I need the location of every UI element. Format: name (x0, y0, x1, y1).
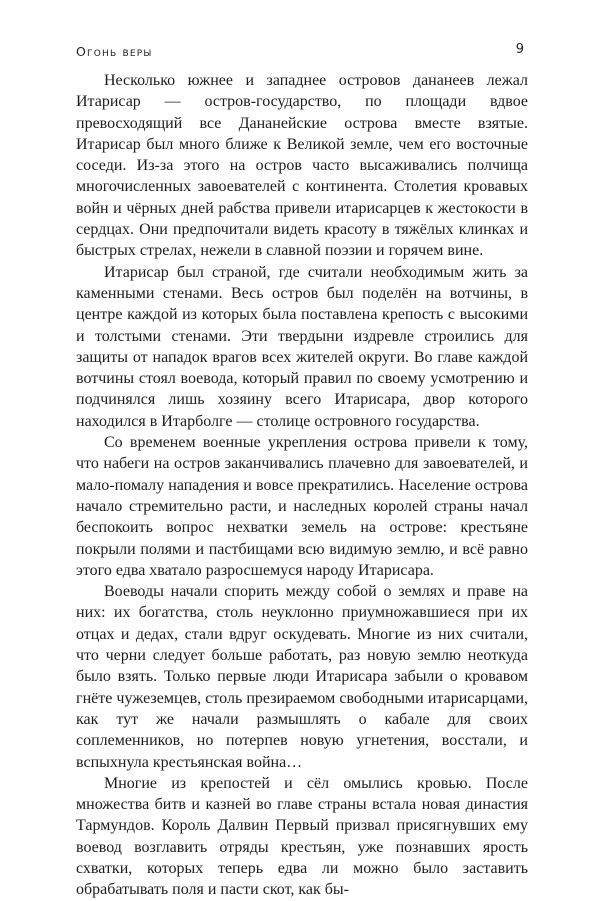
body-text (76, 70, 528, 901)
page-number: 9 (515, 42, 524, 57)
running-head-title: Огонь веры (76, 44, 153, 59)
paragraph-3: Со временем военные укрепления острова привели к тому, что набеги на остров заканчивались плачевно для завоевателей, и мало-помалу нападения и вовсе прекратились. Население острова начало стремительно расти, и наследных королей страны начал беспокоить вопрос нехватки земель на острове: крестьяне покрыли полями и пастбищами всю видимую землю, и всё равно этого едва хватало разросшемуся народу Итарисара. (76, 434, 528, 579)
paragraph-2: Итарисар был страной, где считали необходимым жить за каменными стенами. Весь остров был поделён на вотчины, в центре каждой из которых была поставлена крепость с высокими и толстыми стенами. Эти твердыни издревле строились для защиты от нападок врагов всех жителей округи. Во главе каждой вотчины стоял воевода, который правил по своему усмотрению и подчинялся лишь хозяину всего Итарисара, двор которого находился в Итарболге — столице островного государства. (76, 263, 528, 430)
paragraph-5: Многие из крепостей и сёл омылись кровью. После множества битв и казней во главе страны встала новая династия Тармундов. Король Далвин Первый призвал присягнувших ему воевод возглавить отряды крестьян, уже познавших ярость схватки, которых теперь едва ли можно было заставить обрабатывать поля и пасти скот, как бы- (76, 774, 528, 899)
paragraph-4: Воеводы начали спорить между собой о землях и праве на них: их богатства, столь неуклонно приумножавшиеся при их отцах и дедах, стали вдруг оскудевать. Многие из них считали, что черни следует больше работать, раз новую землю неоткуда было взять. Только первые люди Итарисара забыли о кровавом гнёте чужеземцев, столь презираемом свободными итарисарцами, как тут же начали размышлять о кабале для своих соплеменников, но потерпев новую угнетения, восстали, и вспыхнула крестьянская война… (76, 583, 528, 771)
paragraph-1: Несколько южнее и западнее островов дананеев лежал Итарисар — остров-государство, по площади вдвое превосходящий все Дананейские острова вместе взятые. Итарисар был много ближе к Великой земле, чем его восточные соседи. Из-за этого на остров часто высаживались полчища многочисленных завоевателей с континента. Столетия кровавых войн и чёрных дней рабства привели итарисарцев к жестокости в сердцах. Они предпочитали видеть красоту в тяжёлых клинках и быстрых стрелах, нежели в славной поэзии и горячем вине. (76, 72, 528, 260)
